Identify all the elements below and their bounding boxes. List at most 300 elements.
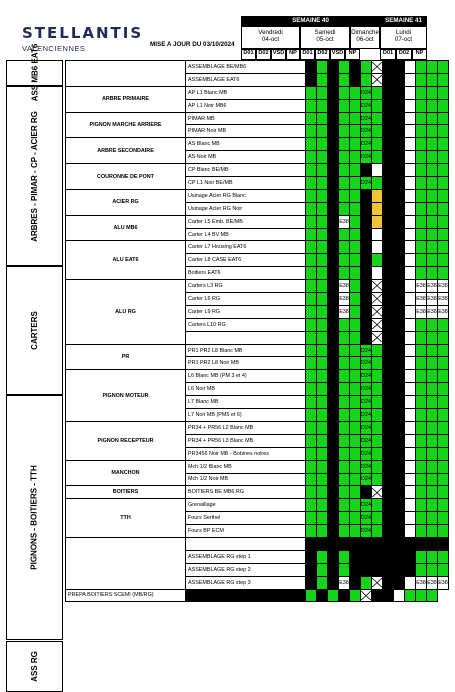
- shift-cell: [361, 486, 372, 499]
- shift-cell: [372, 563, 383, 576]
- shift-cell: [328, 512, 339, 525]
- shift-cell: [350, 61, 361, 74]
- shift-cell: [361, 293, 372, 306]
- shift-cell: [372, 409, 383, 422]
- shift-cell: [350, 357, 361, 370]
- shift-cell: [405, 189, 416, 202]
- table-row: [66, 537, 449, 550]
- shift-cell: [427, 254, 438, 267]
- table-row: [66, 344, 449, 357]
- shift-cell: [383, 293, 394, 306]
- shift-cell: [372, 447, 383, 460]
- shift-cell: [394, 512, 405, 525]
- shift-cell: [350, 486, 361, 499]
- product-group: [66, 61, 186, 87]
- shift-cell: [372, 254, 383, 267]
- shift-cell: [306, 525, 317, 538]
- shift-cell: [306, 370, 317, 383]
- shift-cell: [405, 563, 416, 576]
- shift-cell: [328, 434, 339, 447]
- shift-cell: [372, 241, 383, 254]
- shift-cell: [306, 344, 317, 357]
- shift-cell: [405, 241, 416, 254]
- shift-cell: [438, 215, 449, 228]
- shift-cell: [350, 138, 361, 151]
- line-name: Carter L9 RG: [186, 305, 306, 318]
- shift-cell: [317, 318, 328, 331]
- shift-cell: [339, 370, 350, 383]
- shift-cell: [372, 164, 383, 177]
- shift-cell: [438, 499, 449, 512]
- shift-cell: [383, 138, 394, 151]
- shift-cell: [317, 563, 328, 576]
- week-41-header: SEMAINE 41: [380, 16, 427, 26]
- shift-cell: [383, 409, 394, 422]
- shift-cell: [317, 512, 328, 525]
- shift-cell: [328, 409, 339, 422]
- shift-cell: [405, 396, 416, 409]
- week-40-header: SEMAINE 40: [241, 16, 380, 26]
- shift-cell: E38: [339, 305, 350, 318]
- shift-cell: [350, 473, 361, 486]
- shift-cell: [328, 293, 339, 306]
- shift-cell-crossed: [372, 331, 383, 344]
- shift-cell: [383, 151, 394, 164]
- shift-cell: [317, 215, 328, 228]
- shift-cell: E38: [416, 305, 427, 318]
- shift-cell: [350, 202, 361, 215]
- shift-cell: [328, 486, 339, 499]
- shift-cell: [416, 318, 427, 331]
- production-grid: [65, 60, 449, 602]
- shift-cell: [306, 73, 317, 86]
- shift-cell: [317, 331, 328, 344]
- shift-cell: E38: [438, 280, 449, 293]
- shift-cell: [306, 499, 317, 512]
- shift-cell: [317, 189, 328, 202]
- shift-cell: D24: [361, 254, 372, 267]
- shift-cell: [438, 409, 449, 422]
- shift-cell: [350, 215, 361, 228]
- shift-header: VSD: [271, 49, 286, 60]
- shift-cell: [394, 305, 405, 318]
- shift-cell: [383, 177, 394, 190]
- shift-cell: [372, 460, 383, 473]
- shift-cell: [383, 563, 394, 576]
- shift-cell: D24: [361, 357, 372, 370]
- shift-cell: [350, 563, 361, 576]
- shift-cell: [394, 331, 405, 344]
- shift-cell: [317, 344, 328, 357]
- product-group: MANCHON: [66, 460, 186, 486]
- shift-cell: [350, 241, 361, 254]
- shift-cell: [328, 267, 339, 280]
- shift-cell: [350, 318, 361, 331]
- shift-cell: [438, 318, 449, 331]
- shift-cell: [394, 125, 405, 138]
- shift-cell: [317, 112, 328, 125]
- shift-cell: [339, 563, 350, 576]
- shift-cell: [317, 357, 328, 370]
- shift-cell: [350, 537, 361, 550]
- shift-cell: D24: [361, 344, 372, 357]
- shift-cell: [350, 550, 361, 563]
- shift-cell: [328, 215, 339, 228]
- shift-cell-crossed: [372, 73, 383, 86]
- shift-cell: [427, 499, 438, 512]
- shift-cell: [383, 357, 394, 370]
- shift-cell: [372, 537, 383, 550]
- shift-cell: [317, 305, 328, 318]
- shift-cell: [328, 537, 339, 550]
- shift-cell-crossed: [361, 589, 372, 602]
- shift-cell: [383, 537, 394, 550]
- shift-cell: [416, 215, 427, 228]
- shift-cell: [416, 486, 427, 499]
- line-name: PIMAR MB: [186, 112, 306, 125]
- shift-cell: [427, 460, 438, 473]
- section-label: [6, 86, 63, 267]
- shift-cell: [317, 61, 328, 74]
- shift-cell: [416, 537, 427, 550]
- shift-cell: [383, 589, 394, 602]
- shift-cell: [339, 409, 350, 422]
- shift-cell: [339, 254, 350, 267]
- shift-cell: [306, 473, 317, 486]
- shift-cell: D24: [361, 512, 372, 525]
- shift-cell: [328, 61, 339, 74]
- shift-cell: [306, 421, 317, 434]
- shift-cell: D24: [361, 434, 372, 447]
- line-name: Carter L7 Housing EAT6: [186, 241, 306, 254]
- shift-cell: [438, 370, 449, 383]
- shift-cell: [306, 151, 317, 164]
- shift-cell: [350, 434, 361, 447]
- shift-cell: [394, 434, 405, 447]
- shift-cell: [394, 396, 405, 409]
- shift-cell: [372, 215, 383, 228]
- shift-cell: [416, 447, 427, 460]
- shift-cell: [416, 241, 427, 254]
- shift-cell: [372, 202, 383, 215]
- shift-cell: [416, 396, 427, 409]
- shift-cell: [339, 164, 350, 177]
- shift-cell: [405, 112, 416, 125]
- shift-cell: [339, 473, 350, 486]
- shift-header: D01: [241, 49, 256, 60]
- shift-cell: [416, 499, 427, 512]
- shift-cell-crossed: [372, 280, 383, 293]
- line-name: Carter L4 BV MB: [186, 228, 306, 241]
- line-name: ASSEMBLAGE RG step 1: [186, 550, 306, 563]
- shift-cell: [394, 215, 405, 228]
- shift-cell: E38: [339, 293, 350, 306]
- line-name: PR34 + PR56 L2 Blanc MB: [186, 421, 306, 434]
- shift-cell: [427, 151, 438, 164]
- shift-cell: [306, 125, 317, 138]
- shift-cell: [306, 331, 317, 344]
- shift-cell: [438, 99, 449, 112]
- shift-cell: [383, 318, 394, 331]
- shift-cell: [405, 537, 416, 550]
- line-name: L7 Blanc MB: [186, 396, 306, 409]
- shift-cell: [350, 576, 361, 589]
- shift-cell: [438, 138, 449, 151]
- shift-cell: [306, 357, 317, 370]
- shift-cell: [416, 99, 427, 112]
- line-name: Carters L10 RG: [186, 318, 306, 331]
- line-name: AP L1 Blanc MB: [186, 86, 306, 99]
- shift-cell: [306, 396, 317, 409]
- shift-cell: [350, 383, 361, 396]
- shift-cell: [317, 421, 328, 434]
- shift-cell: [394, 550, 405, 563]
- shift-cell: [394, 177, 405, 190]
- shift-cell: [416, 512, 427, 525]
- shift-cell: [383, 512, 394, 525]
- shift-cell: [383, 125, 394, 138]
- shift-cell: [306, 280, 317, 293]
- shift-cell: [350, 460, 361, 473]
- line-name: Mch 1/2 Blanc MB: [186, 460, 306, 473]
- shift-cell: E38: [438, 293, 449, 306]
- shift-cell: [383, 499, 394, 512]
- shift-cell: [306, 434, 317, 447]
- shift-cell: [427, 421, 438, 434]
- shift-cell: D24: [361, 383, 372, 396]
- line-name: ASSEMBLAGE RG step 3: [186, 576, 306, 589]
- shift-cell: [350, 293, 361, 306]
- shift-cell: [394, 486, 405, 499]
- shift-cell: [427, 202, 438, 215]
- shift-cell: E38: [339, 280, 350, 293]
- shift-cell: [328, 550, 339, 563]
- shift-cell: [416, 421, 427, 434]
- shift-cell: [427, 383, 438, 396]
- shift-cell: [427, 409, 438, 422]
- product-group: PIGNON RECEPTEUR: [66, 421, 186, 460]
- shift-cell: [405, 151, 416, 164]
- shift-cell: [372, 550, 383, 563]
- shift-cell: [438, 512, 449, 525]
- shift-cell: [350, 525, 361, 538]
- shift-cell: [394, 189, 405, 202]
- shift-cell: [328, 499, 339, 512]
- shift-cell: E38: [339, 215, 350, 228]
- shift-cell: [427, 357, 438, 370]
- shift-cell: [427, 447, 438, 460]
- shift-cell: [416, 370, 427, 383]
- shift-cell: [438, 177, 449, 190]
- shift-cell: [361, 305, 372, 318]
- shift-cell: [317, 241, 328, 254]
- shift-cell: [394, 254, 405, 267]
- shift-cell: [383, 525, 394, 538]
- shift-cell: [416, 61, 427, 74]
- shift-cell: [383, 396, 394, 409]
- shift-cell: [372, 267, 383, 280]
- shift-cell: [339, 499, 350, 512]
- line-name: Fours Serthel: [186, 512, 306, 525]
- shift-cell: [317, 293, 328, 306]
- shift-cell: [405, 61, 416, 74]
- shift-cell: [306, 202, 317, 215]
- shift-cell: [394, 241, 405, 254]
- shift-cell: [328, 241, 339, 254]
- shift-cell: [306, 576, 317, 589]
- shift-cell: [427, 512, 438, 525]
- shift-cell: [438, 112, 449, 125]
- shift-cell: [328, 318, 339, 331]
- shift-cell: [372, 499, 383, 512]
- shift-cell: [361, 73, 372, 86]
- shift-cell: [383, 99, 394, 112]
- shift-cell: [317, 499, 328, 512]
- line-name: ASSEMBLAGE RG step 2: [186, 563, 306, 576]
- shift-cell: [427, 331, 438, 344]
- shift-cell: [328, 112, 339, 125]
- shift-cell: [383, 254, 394, 267]
- shift-cell: [317, 396, 328, 409]
- shift-cell: [394, 202, 405, 215]
- shift-cell: [416, 267, 427, 280]
- shift-cell: [339, 537, 350, 550]
- shift-cell: [361, 576, 372, 589]
- shift-cell: [438, 563, 449, 576]
- shift-cell: [306, 86, 317, 99]
- shift-cell: [405, 499, 416, 512]
- shift-cell: [317, 177, 328, 190]
- shift-cell: [394, 280, 405, 293]
- shift-cell: [427, 434, 438, 447]
- shift-cell: [339, 421, 350, 434]
- shift-cell: [405, 177, 416, 190]
- shift-cell: D24: [361, 370, 372, 383]
- shift-cell: [361, 537, 372, 550]
- shift-cell: [328, 86, 339, 99]
- shift-cell: [438, 189, 449, 202]
- line-name: AP L1 Noir MB6: [186, 99, 306, 112]
- shift-cell: [394, 409, 405, 422]
- shift-cell: [394, 370, 405, 383]
- shift-cell: [317, 434, 328, 447]
- shift-cell: [328, 525, 339, 538]
- shift-cell: [427, 112, 438, 125]
- shift-header: D01: [300, 49, 315, 60]
- product-group: ARBRE SECONDAIRE: [66, 138, 186, 164]
- shift-cell: [427, 396, 438, 409]
- section-label-text: PIGNONS - BOITIERS - TTH: [30, 466, 39, 570]
- shift-cell: [339, 460, 350, 473]
- shift-cell: [306, 241, 317, 254]
- shift-cell: [394, 421, 405, 434]
- product-group: PR: [66, 344, 186, 370]
- shift-cell: [372, 344, 383, 357]
- table-row: [66, 189, 449, 202]
- shift-cell: [306, 318, 317, 331]
- shift-header: NP: [286, 49, 300, 60]
- table-row: [66, 421, 449, 434]
- shift-cell: [383, 73, 394, 86]
- shift-cell: [186, 589, 306, 602]
- shift-cell: [405, 305, 416, 318]
- shift-cell: [306, 189, 317, 202]
- shift-cell: [416, 550, 427, 563]
- shift-cell: [317, 280, 328, 293]
- shift-cell: [438, 383, 449, 396]
- shift-cell: [361, 318, 372, 331]
- shift-cell: [306, 486, 317, 499]
- line-name: AS Noir MB: [186, 151, 306, 164]
- shift-cell: [438, 344, 449, 357]
- shift-cell: [328, 460, 339, 473]
- shift-cell: [383, 86, 394, 99]
- shift-cell: [416, 460, 427, 473]
- shift-cell: [317, 138, 328, 151]
- shift-cell: [328, 421, 339, 434]
- shift-cell: [361, 241, 372, 254]
- shift-cell: [361, 61, 372, 74]
- shift-header: D02: [315, 49, 330, 60]
- product-group: ARBRE PRIMAIRE: [66, 86, 186, 112]
- shift-cell: [372, 421, 383, 434]
- table-row: [66, 499, 449, 512]
- shift-cell: [350, 73, 361, 86]
- table-row: [66, 280, 449, 293]
- shift-cell: [328, 589, 339, 602]
- shift-cell: [372, 125, 383, 138]
- shift-cell: D24: [361, 86, 372, 99]
- shift-cell: [405, 421, 416, 434]
- shift-cell: [394, 138, 405, 151]
- line-name: Boitiers EAT6: [186, 267, 306, 280]
- shift-cell: [328, 99, 339, 112]
- shift-cell: [317, 460, 328, 473]
- shift-cell: [372, 177, 383, 190]
- shift-cell: [317, 383, 328, 396]
- shift-header: NP: [412, 49, 427, 60]
- shift-cell: [394, 99, 405, 112]
- shift-cell: [416, 254, 427, 267]
- section-label: [6, 266, 63, 395]
- shift-cell: D24: [361, 125, 372, 138]
- section-label-text: ARBRES - PIMAR - CP - ACIER RG: [30, 111, 39, 242]
- shift-cell: [383, 331, 394, 344]
- shift-cell: [372, 99, 383, 112]
- section-label-text: CARTERS: [30, 312, 39, 351]
- shift-cell: [405, 254, 416, 267]
- shift-cell: [361, 267, 372, 280]
- shift-cell: [372, 383, 383, 396]
- shift-cell: [438, 331, 449, 344]
- product-group: ACIER RG: [66, 189, 186, 215]
- shift-cell: [427, 344, 438, 357]
- table-row: [66, 241, 449, 254]
- line-name: Usinage Acier RG Noir: [186, 202, 306, 215]
- line-name: [186, 331, 306, 344]
- shift-cell: [438, 421, 449, 434]
- shift-cell: [361, 228, 372, 241]
- shift-cell: [383, 164, 394, 177]
- shift-cell: [394, 447, 405, 460]
- shift-cell: [317, 254, 328, 267]
- shift-cell: [405, 447, 416, 460]
- shift-cell: [383, 241, 394, 254]
- shift-cell: [372, 473, 383, 486]
- shift-cell: [339, 189, 350, 202]
- shift-header: D02: [396, 49, 412, 60]
- shift-cell: D24: [361, 421, 372, 434]
